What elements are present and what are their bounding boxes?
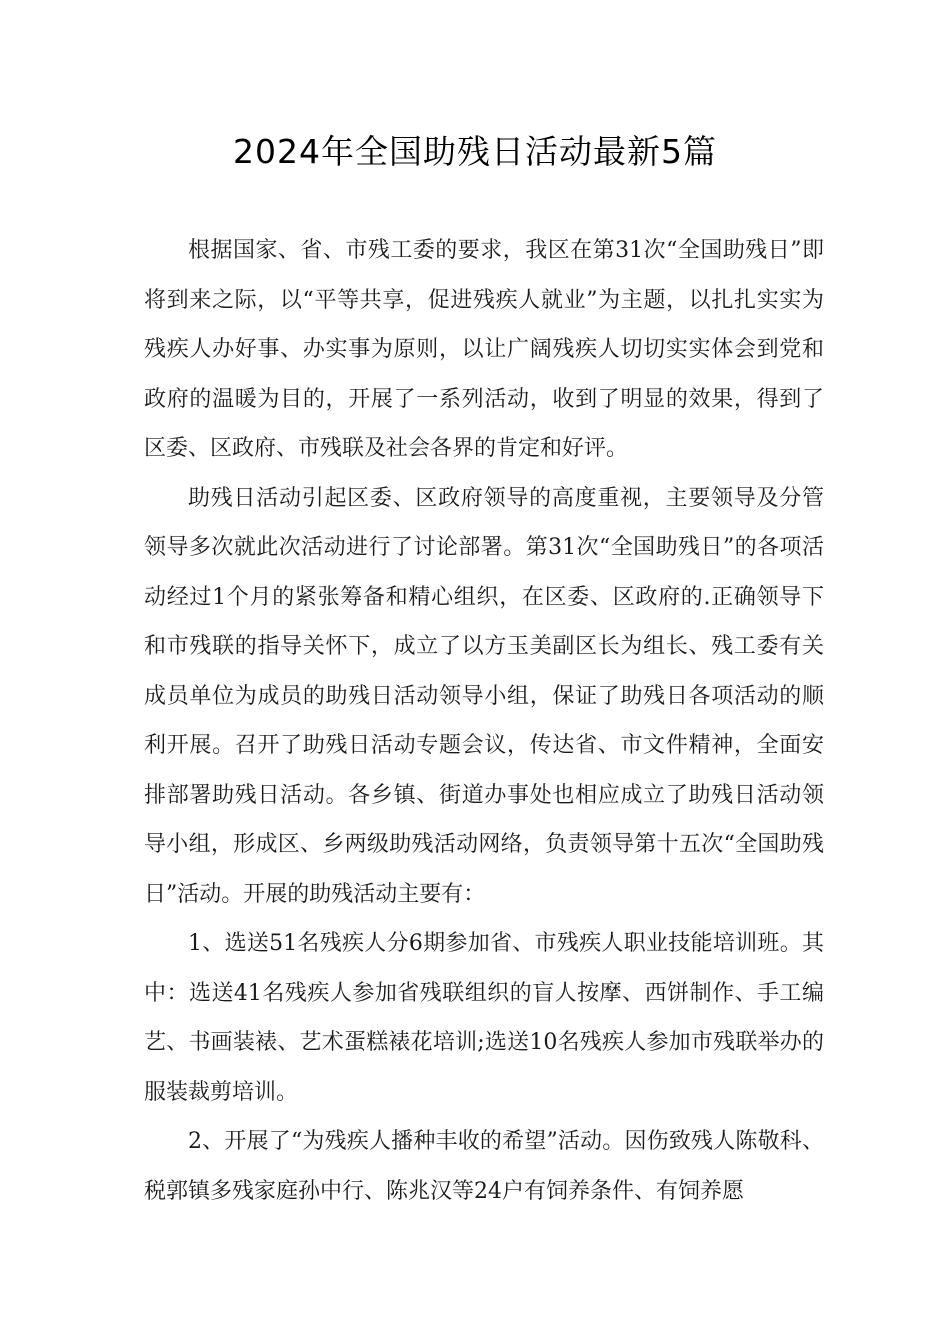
paragraph: 1、选送51名残疾人分6期参加省、市残疾人职业技能培训班。其中：选送41名残疾人参加省残联组织的盲人按摩、西饼制作、手工编艺、书画装裱、艺术蛋糕裱花培训;选送10名残疾人参加市残联举办的服装裁剪培训。 — [144, 931, 824, 1105]
paragraph: 2、开展了“为残疾人播种丰收的希望”活动。因伤致残人陈敬科、税郭镇多残家庭孙中行、陈兆汉等24户有饲养条件、有饲养愿 — [144, 1129, 824, 1204]
paragraph: 根据国家、省、市残工委的要求，我区在第31次“全国助残日”即将到来之际，以“平等共享，促进残疾人就业”为主题，以扎扎实实为残疾人办好事、办实事为原则，以让广阔残疾人切切实实体会到党和政府的温暖为目的，开展了一系列活动，收到了明显的效果，得到了区委、区政府、市残联及社会各界的肯定和好评。 — [144, 238, 824, 461]
paragraph: 助残日活动引起区委、区政府领导的高度重视，主要领导及分管领导多次就此次活动进行了讨论部署。第31次“全国助残日”的各项活动经过1个月的紧张筹备和精心组织，在区委、区政府的.正确领导下和市残联的指导关怀下，成立了以方玉美副区长为组长、残工委有关成员单位为成员的助残日活动领导小组，保证了助残日各项活动的顺利开展。召开了助残日活动专题会议，传达省、市文件精神，全面安排部署助残日活动。各乡镇、街道办事处也相应成立了助残日活动领导小组，形成区、乡两级助残活动网络，负责领导第十五次“全国助残日”活动。开展的助残活动主要有： — [144, 485, 824, 907]
document-body — [144, 226, 824, 1216]
document-title: 2024年全国助残日活动最新5篇 — [233, 132, 717, 171]
